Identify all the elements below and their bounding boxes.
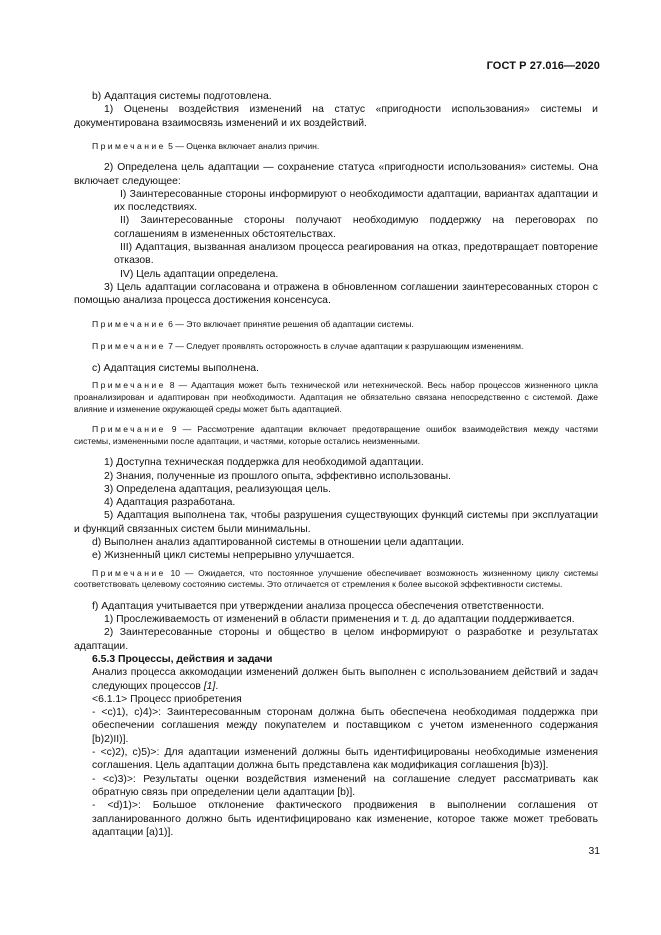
bullet-3: - <c)3)>: Результаты оценки воздействия изменений на соглашение следует рассматривать как обратную связь при определении цели адаптации [b)]. (92, 773, 598, 798)
intro-end: . (215, 680, 219, 692)
document-code: ГОСТ Р 27.016—2020 (486, 60, 600, 72)
note-7 (74, 341, 598, 353)
item-b-2: 2) Определена цель адаптации — сохранение статуса «пригодности использования» системы. Она включает следующее: (74, 162, 598, 187)
item-b-1: 1) Оценены воздействия изменений на статус «пригодности использования» системы и документирована взаимосвязь изменений и их воздействий. (74, 104, 598, 129)
intro-reference: [1] (203, 680, 216, 692)
item-c-title: c) Адаптация системы выполнена. (92, 362, 259, 374)
bullet-4: - <d)1)>: Большое отклонение фактического продвижения в выполнении соглашения от запланированного должно быть идентифицировано как изменение, которое также может требовать адаптации [a)1)]. (92, 800, 598, 838)
item-b-3: 3) Цель адаптации согласована и отражена в обновленном соглашении заинтересованных сторон с помощью анализа процесса достижения консенсуса. (74, 281, 598, 307)
item-d-title: d) Выполнен анализ адаптированной системы в отношении цели адаптации. (92, 536, 465, 548)
item-f-1: 1) Прослеживаемость от изменений в области применения и т. д. до адаптации поддерживается. (104, 614, 575, 626)
note-9 (74, 424, 598, 448)
note-label: Примечание (92, 341, 166, 352)
note-label: Примечание (92, 424, 166, 435)
item-b-2-II: II) Заинтересованные стороны получают необходимую поддержку на переговорах по соглашениям в измененных обстоятельствах. (114, 215, 598, 240)
item-b-2-IV: IV) Цель адаптации определена. (120, 268, 279, 280)
page-number: 31 (588, 846, 600, 857)
note-label: Примечание (92, 318, 166, 329)
note-text: 8 — Адаптация может быть технической или нетехнической. Весь набор процессов жизненного цикла проанализирован и адаптирован при необходимости. Адаптация не обязательно связана непосредственно с системой. Даже влияние и изменение окружающей среды может быть адаптацией. (74, 380, 598, 414)
item-c-5: 5) Адаптация выполнена так, чтобы разрушения существующих функций системы при эксплуатации и функций связанных систем были минимальны. (74, 510, 598, 535)
note-label: Примечание (92, 567, 166, 578)
item-c-4: 4) Адаптация разработана. (104, 497, 236, 509)
item-e-title: e) Жизненный цикл системы непрерывно улучшается. (92, 550, 355, 562)
note-text: 9 — Рассмотрение адаптации включает предотвращение ошибок взаимодействия между частями системы, измененными после адаптации, и частями, которые остались неизменными. (74, 424, 598, 446)
note-6 (74, 319, 598, 331)
bullet-1: - <c)1), c)4)>: Заинтересованным сторонам должна быть обеспечена необходимая поддержка при обеспечении соглашения между покупателем и поставщиком с учетом измененного содержания [b)2)II)]. (92, 707, 598, 745)
note-label: Примечание (92, 140, 166, 151)
section-heading: 6.5.3 Процессы, действия и задачи (92, 653, 273, 665)
note-text: 6 — Это включает принятие решения об адаптации системы. (168, 318, 414, 329)
note-label: Примечание (92, 380, 166, 391)
item-b-title: b) Адаптация системы подготовлена. (92, 91, 272, 102)
document-body (74, 90, 598, 839)
item-f-title: f) Адаптация учитывается при утверждении анализа процесса обеспечения ответственности. (92, 600, 545, 612)
note-10 (74, 568, 598, 592)
note-5 (74, 141, 598, 153)
item-b-2-I: I) Заинтересованные стороны информируют о необходимости адаптации, вариантах адаптации и их последствиях. (114, 188, 598, 214)
intro-text: Анализ процесса аккомодации изменений должен быть выполнен с использованием действий и задач следующих процессов (92, 667, 598, 692)
note-text: 5 — Оценка включает анализ причин. (168, 140, 320, 151)
item-f-2: 2) Заинтересованные стороны и общество в целом информируют о разработке и результатах адаптации. (74, 627, 598, 652)
section-intro (74, 666, 598, 693)
item-c-3: 3) Определена адаптация, реализующая цель. (104, 483, 332, 495)
item-c-2: 2) Знания, полученные из прошлого опыта, эффективно использованы. (104, 470, 452, 482)
item-c-1: 1) Доступна техническая поддержка для необходимой адаптации. (104, 457, 424, 469)
note-text: 7 — Следует проявлять осторожность в случае адаптации к разрушающим изменениям. (168, 341, 524, 352)
note-8 (74, 380, 598, 415)
subsection-process: <6.1.1> Процесс приобретения (92, 693, 242, 705)
bullet-2: - <c)2), c)5)>: Для адаптации изменений должны быть идентифицированы необходимые изменения соглашения. Цель адаптации должна быть представлена как модификация соглашения [b)3)]. (92, 747, 598, 772)
item-b-2-III: III) Адаптация, вызванная анализом процесса реагирования на отказ, предотвращает повторение отказов. (114, 242, 598, 267)
note-text: 10 — Ожидается, что постоянное улучшение обеспечивает возможность жизненному циклу системы соответствовать целевому состоянию системы. Это отличается от стремления к более высокой эффективности системы. (74, 567, 598, 590)
